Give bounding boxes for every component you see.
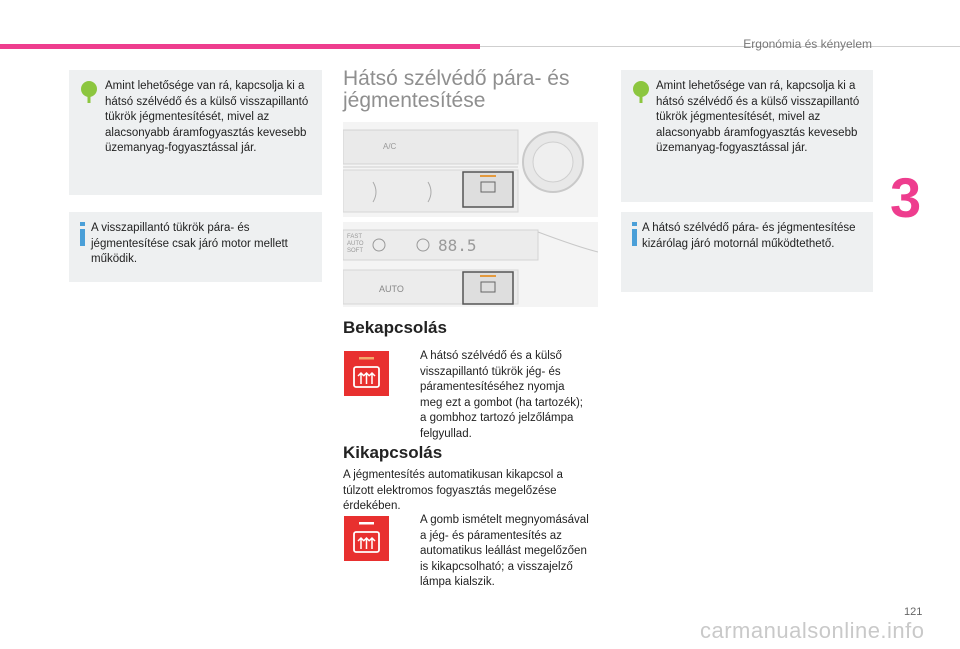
ac-button-label: A/C — [383, 142, 397, 151]
info-note-text: A visszapillantó tükrök pára- és jégmentesítése csak járó motor mellett működik. — [91, 222, 288, 265]
temperature-display: 88.5 — [438, 236, 477, 255]
info-icon — [77, 222, 89, 246]
header-accent-bar — [0, 44, 480, 49]
header-divider — [480, 46, 960, 47]
header-section-title: Ergonómia és kényelem — [743, 37, 872, 51]
auto-small-label: AUTO — [347, 241, 364, 247]
switch-off-heading: Kikapcsolás — [343, 443, 443, 462]
info-icon — [629, 222, 641, 246]
auto-button-label: AUTO — [379, 284, 404, 294]
chapter-number: 3 — [890, 166, 922, 229]
eco-note-text: Amint lehetősége van rá, kapcsolja ki a hátsó szélvédő és a külső visszapillantó tükrök jégmentesítését, mivel az alacsonyabb áramfogyasztás kevesebb üzemanyag-fogyasztással jár. — [105, 80, 309, 154]
info-note-right — [621, 212, 873, 292]
info-note-text: A hátsó szélvédő pára- és jégmentesítése kizárólag járó motornál működtethető. — [642, 222, 856, 250]
switch-on-heading: Bekapcsolás — [343, 318, 447, 337]
rear-defrost-off-icon — [344, 516, 389, 561]
climate-panel-photo-bottom — [343, 222, 598, 307]
eco-note-text: Amint lehetősége van rá, kapcsolja ki a hátsó szélvédő és a külső visszapillantó tükrök jégmentesítését, mivel az alacsonyabb áramfogyasztás kevesebb üzemanyag-fogyasztással jár. — [656, 80, 860, 154]
eco-note-left — [69, 70, 322, 195]
info-note-left — [69, 212, 322, 282]
rear-defrost-button-off-icon — [344, 516, 389, 561]
page-number: 121 — [904, 606, 923, 618]
fast-label: FAST — [347, 234, 363, 240]
section-title: Hátsó szélvédő pára- és jégmentesítése — [343, 67, 570, 112]
eco-note-right — [621, 70, 873, 202]
watermark: carmanualsonline.info — [700, 618, 925, 643]
soft-label: SOFT — [347, 248, 363, 254]
switch-off-intro: A jégmentesítés automatikusan kikapcsol a túlzott elektromos fogyasztás megelőzése érdekében. — [343, 469, 563, 512]
rear-defrost-on-icon — [344, 351, 389, 396]
climate-panel-photo-top — [343, 122, 598, 217]
eco-tree-icon — [629, 80, 653, 104]
switch-off-text: A gomb ismételt megnyomásával a jég- és páramentesítés az automatikus leállást megelőzően is kikapcsolható; a visszajelző lámpa kialszik. — [420, 514, 589, 588]
panel-top-illustration — [343, 122, 598, 217]
eco-tree-icon — [77, 80, 101, 104]
rear-defrost-button-on-icon — [344, 351, 389, 396]
switch-on-text: A hátsó szélvédő és a külső visszapillantó tükrök jég- és páramentesítéséhez nyomja meg ezt a gombot (ha tartozék); a gombhoz tartozó jelzőlámpa felgyullad. — [420, 350, 583, 440]
panel-bottom-illustration — [343, 222, 598, 307]
